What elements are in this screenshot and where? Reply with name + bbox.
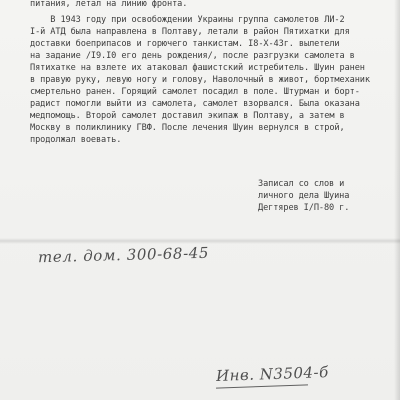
paragraph-line: радист помогли выйти из самолета, самолет взорвался. Была оказана xyxy=(30,99,360,109)
paragraph-line: продолжал воевать. xyxy=(30,135,122,145)
page-edge-shadow xyxy=(394,0,400,400)
paragraph-line: В 1943 году при освобождении Украины группа самолетов ЛИ-2 xyxy=(30,15,345,25)
signature-line: Записал со слов и xyxy=(258,179,345,189)
handwritten-inventory-number: Инв. N3504-б xyxy=(215,363,330,385)
paragraph-line: доставки боеприпасов и горючего танкистам. I8-X-43г. вылетели xyxy=(30,39,340,49)
paragraph-line: смертельно ранен. Горящий самолет посадил в поле. Штурман и борт- xyxy=(30,87,360,97)
handwritten-phone-note: тел. дом. 300-68-45 xyxy=(37,243,210,267)
paragraph-line: Москву в поликлинику ГВФ. После лечения Шуин вернулся в строй, xyxy=(30,123,345,133)
signature-line: Дегтярев I/П-80 г. xyxy=(258,203,350,213)
paragraph-line: на задание /I9.I0 его день рождения/, после разгрузки самолета в xyxy=(30,51,355,61)
paragraph-line: в правую руку, левую ногу и голову, Наволочный в живот, бортмеханик xyxy=(30,75,370,85)
signature-line: личного дела Шуина xyxy=(258,191,350,201)
inventory-underline xyxy=(216,384,308,388)
paragraph-line: Пятихатке на взлете их атаковал фашистский истребитель. Шуин ранен xyxy=(30,63,365,73)
top-line: питания, летал на линию фронта. xyxy=(30,0,188,9)
paragraph-line: медпомощь. Второй самолет доставил экипаж в Полтаву, а затем в xyxy=(30,111,345,121)
paragraph-line: I-й АТД была направлена в Полтаву, летали в район Пятихатки для xyxy=(30,27,350,37)
